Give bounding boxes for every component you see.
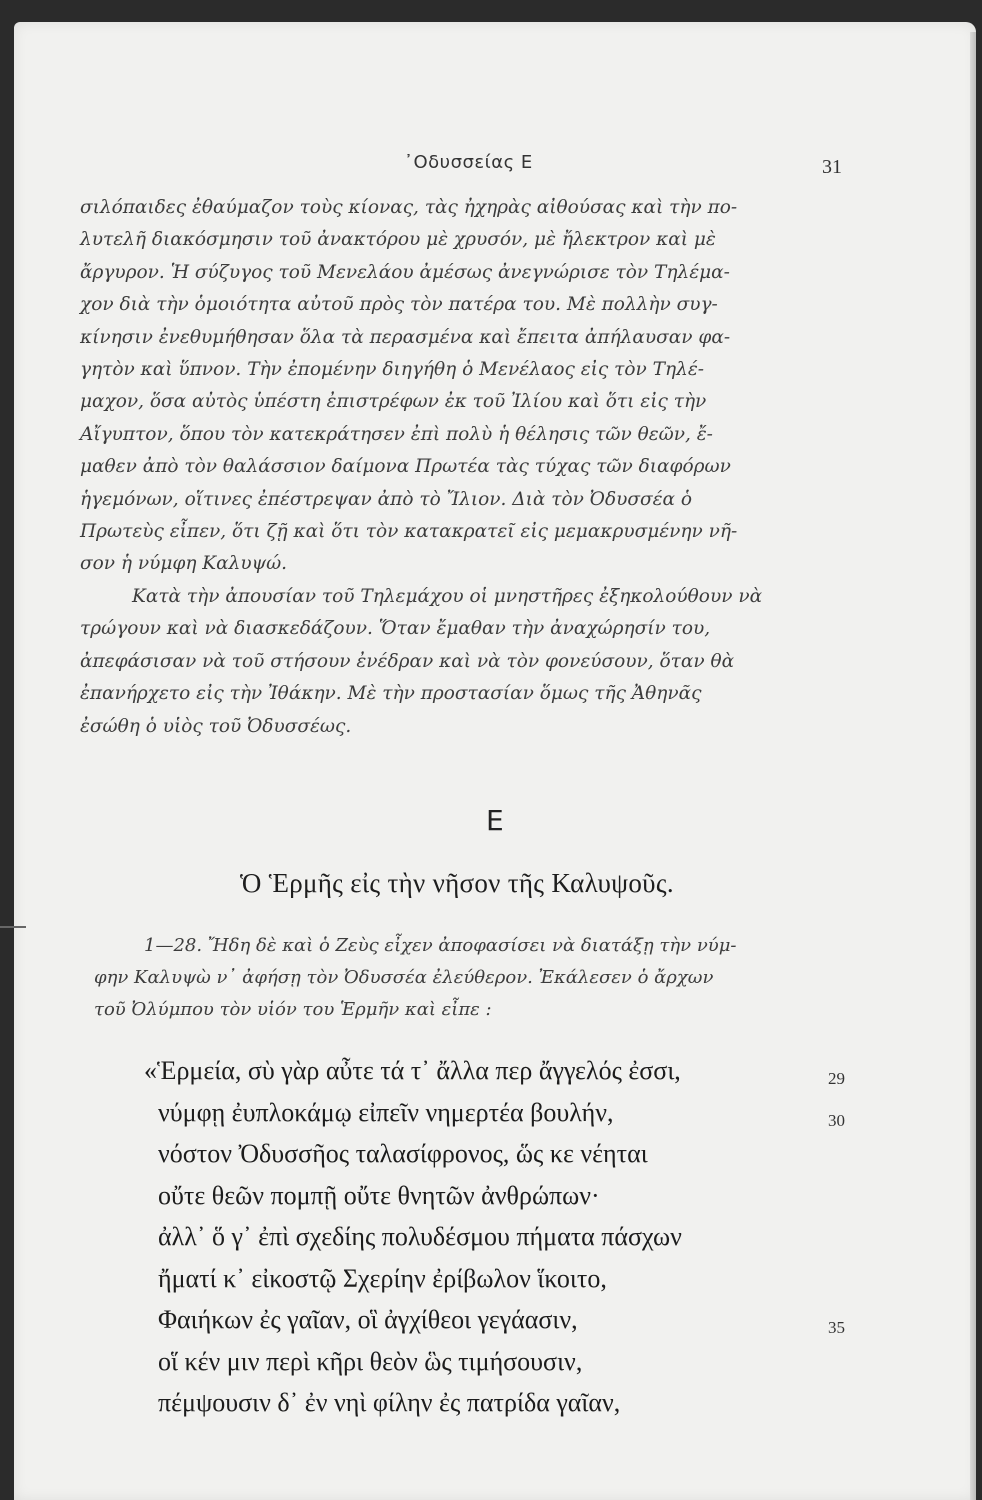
binding-mark bbox=[0, 926, 26, 928]
page-edge bbox=[970, 32, 976, 1500]
prose-line: Πρωτεὺς εἶπεν, ὅτι ζῇ καὶ ὅτι τὸν κατακρατεῖ εἰς μεμακρυσμένην νῆ- bbox=[80, 521, 738, 543]
verse-text: νύμφῃ ἐυπλοκάμῳ εἰπεῖν νημερτέα βουλήν, bbox=[158, 1097, 614, 1127]
prose-line: λυτελῆ διακόσμησιν τοῦ ἀνακτόρου μὲ χρυσόν, μὲ ἤλεκτρον καὶ μὲ bbox=[80, 229, 716, 251]
summary-block bbox=[94, 930, 854, 1026]
book-page bbox=[14, 22, 976, 1500]
verse-text: Φαιήκων ἐς γαῖαν, οἳ ἀγχίθεοι γεγάασιν, bbox=[158, 1305, 578, 1334]
summary-line: 1—28. Ἤδη δὲ καὶ ὁ Ζεὺς εἶχεν ἀποφασίσει νὰ διατάξῃ τὴν νύμ- bbox=[144, 935, 737, 956]
prose-line: μαθεν ἀπὸ τὸν θαλάσσιον δαίμονα Πρωτέα τὰς τύχας τῶν διαφόρων bbox=[80, 456, 731, 478]
summary-line: φην Καλυψὼ ν᾿ ἀφήσῃ τὸν Ὀδυσσέα ἐλεύθερον. Ἐκάλεσεν ὁ ἄρχων bbox=[94, 967, 714, 988]
verse-line bbox=[144, 1092, 864, 1134]
verse-line bbox=[144, 1382, 864, 1424]
chapter-letter: Ε bbox=[486, 804, 504, 837]
prose-line: ἡγεμόνων, οἵτινες ἐπέστρεψαν ἀπὸ τὸ Ἴλιον. Διὰ τὸν Ὀδυσσέα ὁ bbox=[80, 488, 693, 510]
verse-line bbox=[144, 1175, 864, 1217]
verse-line bbox=[144, 1133, 864, 1175]
prose-line: σον ἡ νύμφη Καλυψώ. bbox=[80, 553, 288, 575]
verse-text: οἵ κέν μιν περὶ κῆρι θεὸν ὣς τιμήσουσιν, bbox=[158, 1346, 583, 1376]
prose-line: ἐπανήρχετο εἰς τὴν Ἰθάκην. Μὲ τὴν προστασίαν ὅμως τῆς Ἀθηνᾶς bbox=[80, 683, 702, 705]
prose-line: ἀπεφάσισαν νὰ τοῦ στήσουν ἐνέδραν καὶ νὰ τὸν φονεύσουν, ὅταν θὰ bbox=[80, 650, 735, 672]
verse-line bbox=[144, 1299, 864, 1341]
verse-line bbox=[144, 1341, 864, 1383]
prose-block bbox=[80, 192, 850, 743]
verse-text: πέμψουσιν δ᾿ ἐν νηὶ φίλην ἐς πατρίδα γαῖαν, bbox=[158, 1388, 621, 1417]
prose-line: γητὸν καὶ ὕπνον. Τὴν ἐπομένην διηγήθη ὁ Μενέλαος εἰς τὸν Τηλέ- bbox=[80, 359, 705, 381]
page-header bbox=[14, 132, 976, 178]
verse-text: ἀλλ᾿ ὅ γ᾿ ἐπὶ σχεδίης πολυδέσμου πήματα πάσχων bbox=[158, 1222, 682, 1251]
verse-line bbox=[144, 1050, 864, 1092]
verse-line bbox=[144, 1216, 864, 1258]
prose-line: σιλόπαιδες ἐθαύμαζον τοὺς κίονας, τὰς ἠχηρὰς αἰθούσας καὶ τὴν πο- bbox=[80, 197, 738, 218]
verse-number: 35 bbox=[828, 1318, 845, 1337]
prose-line: μαχον, ὅσα αὐτὸς ὑπέστη ἐπιστρέφων ἐκ τοῦ Ἰλίου καὶ ὅτι εἰς τὴν bbox=[80, 391, 707, 413]
verse-line bbox=[144, 1258, 864, 1300]
running-head: ᾿Οδυσσείας Ε bbox=[404, 152, 533, 173]
prose-line: τρώγουν καὶ νὰ διασκεδάζουν. Ὅταν ἔμαθαν τὴν ἀναχώρησίν του, bbox=[80, 618, 711, 640]
chapter-title: Ὁ Ἑρμῆς εἰς τὴν νῆσον τῆς Καλυψοῦς. bbox=[240, 868, 674, 898]
verse-text: νόστον Ὀδυσσῆος ταλασίφρονος, ὥς κε νέηται bbox=[158, 1139, 648, 1168]
prose-line: Αἴγυπτον, ὅπου τὸν κατεκράτησεν ἐπὶ πολὺ ἡ θέλησις τῶν θεῶν, ἔ- bbox=[80, 423, 713, 445]
verse-number: 29 bbox=[828, 1069, 845, 1088]
prose-line: χον διὰ τὴν ὁμοιότητα αὐτοῦ πρὸς τὸν πατέρα του. Μὲ πολλὴν συγ- bbox=[80, 294, 718, 316]
prose-line: Κατὰ τὴν ἀπουσίαν τοῦ Τηλεμάχου οἱ μνηστῆρες ἐξηκολούθουν νὰ bbox=[132, 585, 763, 607]
prose-line: ἄργυρον. Ἡ σύζυγος τοῦ Μενελάου ἀμέσως ἀνεγνώρισε τὸν Τηλέμα- bbox=[80, 261, 730, 283]
verse-text: ἤματί κ᾿ εἰκοστῷ Σχερίην ἐρίβωλον ἵκοιτο, bbox=[158, 1263, 607, 1293]
prose-line: κίνησιν ἐνεθυμήθησαν ὅλα τὰ περασμένα καὶ ἔπειτα ἀπήλαυσαν φα- bbox=[80, 326, 731, 348]
verse-number: 30 bbox=[828, 1110, 845, 1130]
verse-text: οὔτε θεῶν πομπῇ οὔτε θνητῶν ἀνθρώπων· bbox=[158, 1180, 600, 1210]
page-number: 31 bbox=[822, 156, 842, 178]
prose-line: ἐσώθη ὁ υἱὸς τοῦ Ὀδυσσέως. bbox=[80, 715, 352, 737]
summary-line: τοῦ Ὀλύμπου τὸν υἱόν του Ἑρμῆν καὶ εἶπε : bbox=[94, 999, 492, 1020]
verse-text: «Ἑρμεία, σὺ γὰρ αὖτε τά τ᾿ ἄλλα περ ἄγγελός ἐσσι, bbox=[144, 1056, 681, 1085]
verse-block bbox=[144, 1050, 864, 1424]
